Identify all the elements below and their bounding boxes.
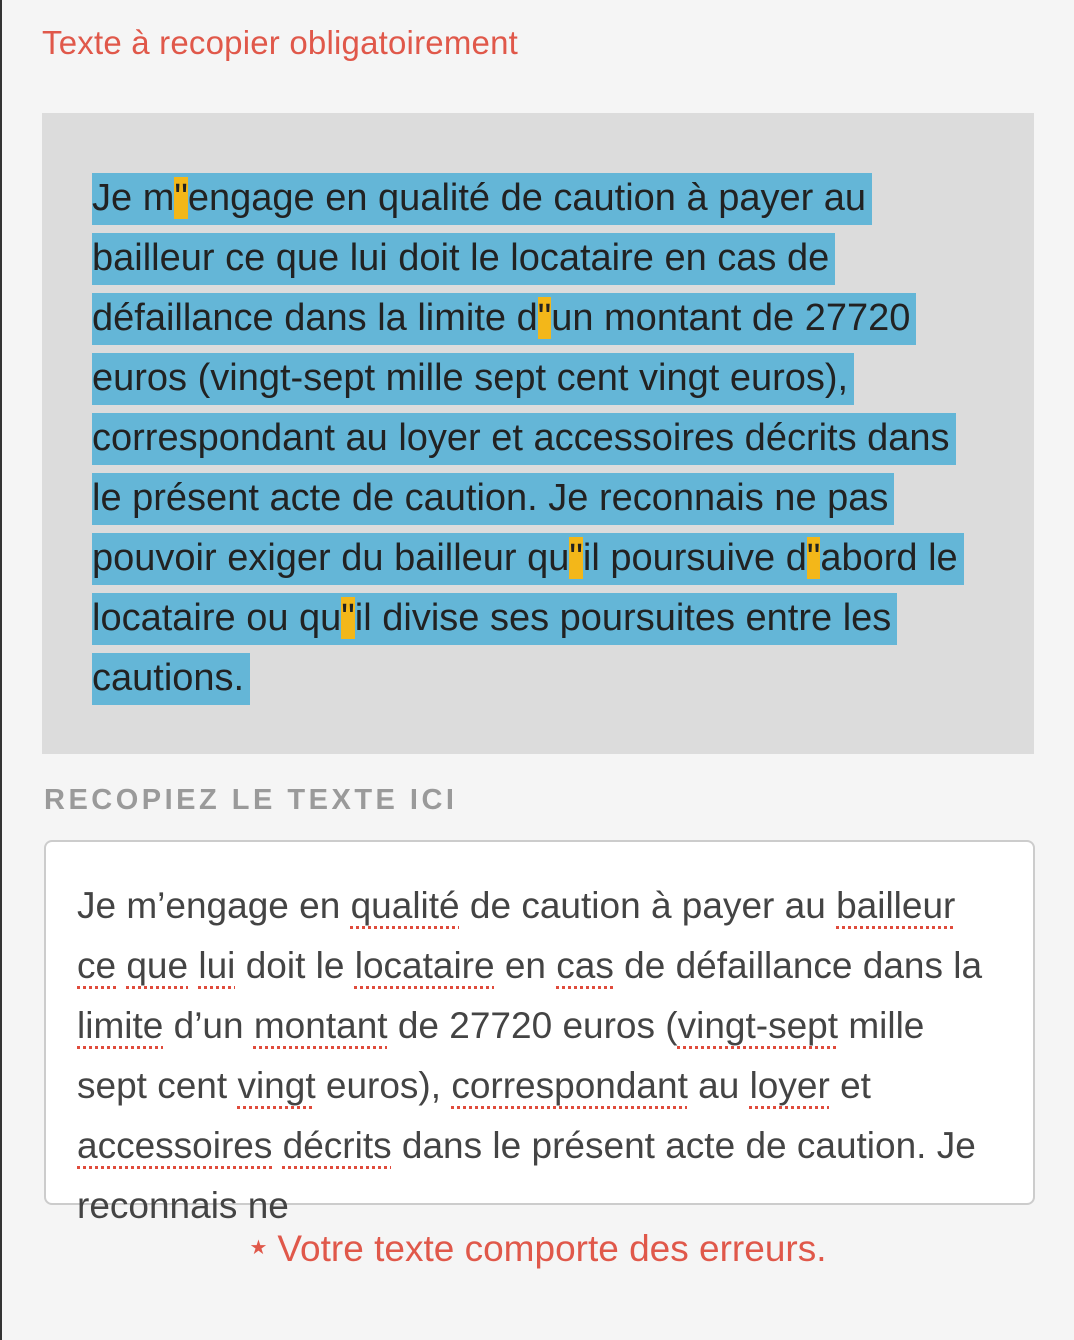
error-text: Votre texte comporte des erreurs. — [277, 1228, 827, 1269]
quote-highlight: " — [537, 297, 552, 339]
spellcheck-word: que — [126, 945, 189, 986]
source-text-segment: il divise ses poursuites entre les cautions. — [92, 597, 892, 699]
spellcheck-word: lui — [198, 945, 236, 986]
spellcheck-word: vingt-sept — [677, 1005, 839, 1046]
quote-highlight: " — [174, 177, 188, 219]
spellcheck-word: accessoires — [77, 1125, 273, 1166]
star-icon: ★ — [249, 1236, 268, 1259]
spellcheck-word: qualité — [350, 885, 460, 926]
spellcheck-word: vingt — [237, 1065, 316, 1106]
section-title: Texte à recopier obligatoirement — [42, 24, 518, 61]
copy-text-input[interactable]: Je m’engage en qualité de caution à payer au bailleur ce que lui doit le locataire en cas de défaillance dans la limite d’un montant de 27720 euros (vingt-sept mille sept cent vingt euros), correspondant au loyer et accessoires décrits dans le présent acte de caution. Je reconnais ne — [44, 840, 1035, 1205]
spellcheck-word: cas — [556, 945, 614, 986]
spellcheck-word: décrits — [282, 1125, 392, 1166]
source-text-segment: il poursuive d — [582, 537, 807, 579]
quote-highlight: " — [806, 537, 821, 579]
spellcheck-word: montant — [253, 1005, 388, 1046]
spellcheck-word: correspondant — [451, 1065, 688, 1106]
selected-text — [92, 173, 964, 705]
copy-field-label: RECOPIEZ LE TEXTE ICI — [44, 784, 458, 816]
source-text-segment: Je m — [92, 177, 175, 219]
source-text — [92, 168, 986, 708]
spellcheck-word: ce — [77, 945, 117, 986]
error-message — [2, 1228, 1074, 1270]
source-text-box — [42, 113, 1034, 754]
source-text-segment: engage en qualité de caution à payer au bailleur ce que lui doit le locataire en cas de défaillance dans la limite d — [92, 177, 867, 339]
spellcheck-word: limite — [77, 1005, 164, 1046]
spellcheck-word: loyer — [749, 1065, 830, 1106]
quote-highlight: " — [341, 597, 355, 639]
source-text-segment: abord le locataire ou qu — [92, 537, 958, 639]
spellcheck-word: bailleur — [836, 885, 956, 926]
spellcheck-word: locataire — [354, 945, 495, 986]
quote-highlight: " — [569, 537, 583, 579]
source-text-segment: un montant de 27720 euros (vingt-sept mille sept cent vingt euros), correspondant au loyer et accessoires décrits dans le présent acte de caution. Je reconnais ne pas pouvoir exiger du bailleur qu — [92, 297, 950, 579]
